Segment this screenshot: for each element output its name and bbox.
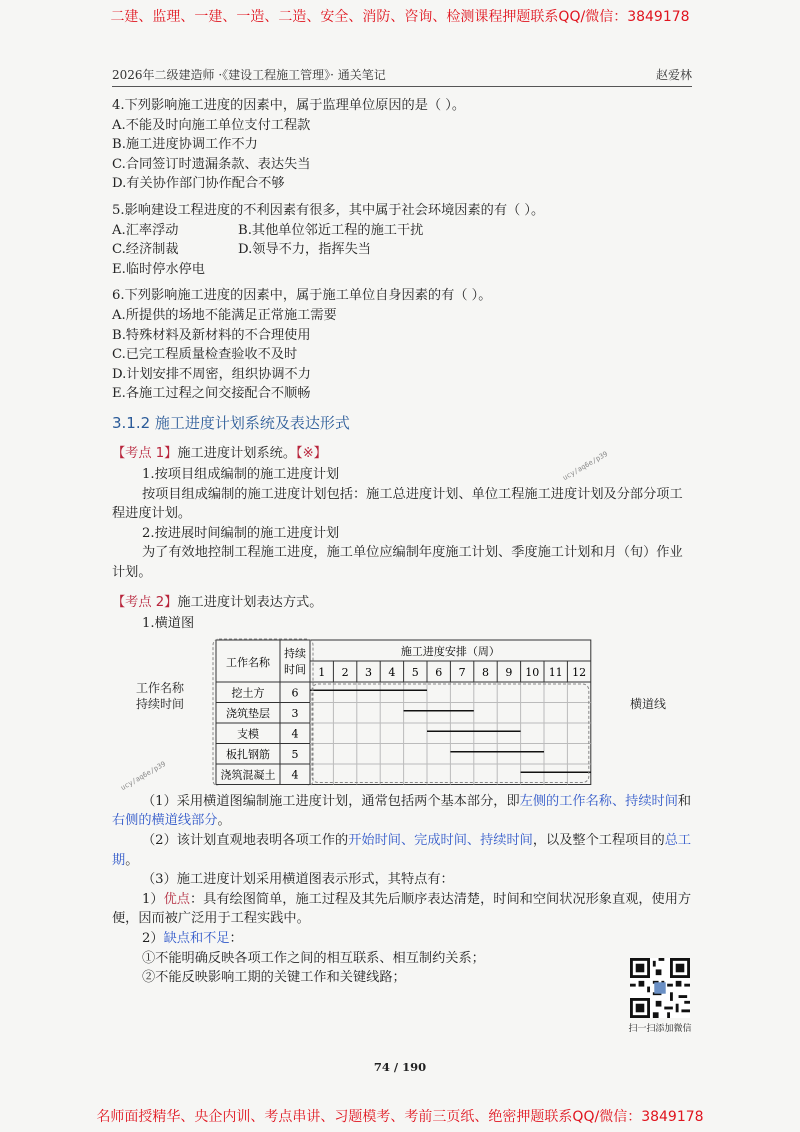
gantt-week-label: 1 [318,665,326,679]
text: ： [229,931,243,946]
gantt-task-name: 挖土方 [231,686,265,700]
paragraph [112,890,694,929]
gantt-week-label: 12 [572,665,587,679]
question-6 [112,286,694,404]
gantt-chart [212,638,622,786]
gantt-week-label: 10 [525,665,540,679]
key-point-tag: 【考点 1】 [112,445,178,461]
option: B.其他单位邻近工程的施工干扰 [238,222,424,238]
highlight: 左侧的工作名称、持续时间 [519,793,678,809]
highlight: 缺点和不足 [163,931,230,946]
gantt-week-label: 11 [548,665,563,679]
gantt-col-sched: 施工进度安排（周） [400,644,500,658]
gantt-right-label: 横道线 [630,696,667,711]
highlight: 总工期 [112,833,692,868]
gantt-week-label: 4 [388,665,396,679]
subheading: 2.按进展时间编制的施工进度计划 [142,525,340,541]
option: D.领导不力，指挥失当 [238,242,371,258]
option-row [112,221,694,241]
option: C.已完工程质量检查验收不及时 [112,347,298,363]
qr-code-icon [630,958,690,1018]
question-stem: 4.下列影响施工进度的因素中，属于监理单位原因的是（ ）。 [112,98,466,113]
top-banner: 二建、监理、一建、一造、二造、安全、消防、咨询、检测课程押题联系QQ/微信：3849178 [110,9,690,25]
gantt-task-duration: 3 [291,706,299,720]
text: 。 [125,852,139,868]
option: D.有关协作部门协作配合不够 [112,176,285,192]
gantt-col-work: 工作名称 [226,655,270,669]
gantt-task-duration: 6 [291,686,299,700]
option: D.计划安排不周密，组织协调不力 [112,366,311,382]
page-content [112,96,694,988]
gantt-col-dur: 持续 [284,646,306,660]
option: B.特殊材料及新材料的不合理使用 [112,327,311,343]
gantt-week-label: 7 [458,665,466,679]
text: 和 [677,793,692,809]
option: E.临时停水停电 [112,261,205,277]
gantt-week-label: 9 [505,665,513,679]
paragraph: （3）施工进度计划采用横道图表示形式，其特点有： [142,872,454,888]
qr-caption: 扫一扫添加微信 [628,1024,692,1034]
text: 。 [217,813,231,829]
option: A.不能及时向施工单位支付工程款 [112,117,311,133]
watermark: ucy/aq6e/p39 [561,449,610,483]
running-header [112,66,692,83]
gantt-week-label: 2 [341,665,349,679]
paragraph: ①不能明确反映各项工作之间的相互联系、相互制约关系； [142,950,485,966]
gantt-figure [112,638,694,788]
option: A.所提供的场地不能满足正常施工需要 [112,307,337,323]
paragraph: 为了有效地控制工程施工进度，施工单位应编制年度施工计划、季度施工计划和月（旬）作业计划。 [112,545,683,581]
paragraph: 按项目组成编制的施工进度计划包括：施工总进度计划、单位工程施工进度计划及分部分项工程进度计划。 [112,486,683,522]
text: （2）该计划直观地表明各项工作的 [142,833,349,849]
section-title: 3.1.2 施工进度计划系统及表达形式 [112,413,350,432]
gantt-task-name: 浇筑垫层 [226,706,270,720]
text: ：具有绘图简单，施工过程及其先后顺序表达清楚，时间和空间状况形象直观，使用方便，因而被广泛用于工程实践中。 [112,891,692,927]
subheading: 1.按项目组成编制的施工进度计划 [142,467,340,483]
option: A.汇率浮动 [112,222,179,238]
watermark: ucy/aq6e/p39 [119,759,168,793]
key-point-tag: 【考点 2】 [112,594,178,610]
left-label-line: 持续时间 [135,696,184,711]
text: （1）采用横道图编制施工进度计划，通常包括两个基本部分，即 [142,793,520,809]
paragraph: ②不能反映影响工期的关键工作和关键线路； [142,970,406,986]
text: ，以及整个工程项目的 [532,833,665,849]
header-rule [112,86,692,87]
key-point-mark: 【※】 [296,445,327,461]
key-point-2 [112,593,694,613]
gantt-week-label: 5 [411,665,419,679]
bottom-banner: 名师面授精华、央企内训、考点串讲、习题模考、考前三页纸、绝密押题联系QQ/微信：3849178 [96,1109,704,1125]
text: 1） [142,891,164,907]
question-stem: 5.影响建设工程进度的不利因素有很多，其中属于社会环境因素的有（ ）。 [112,202,545,218]
gantt-task-name: 支模 [237,727,259,741]
key-point-title: 施工进度计划系统。 [177,445,297,461]
key-point-title: 施工进度计划表达方式。 [177,594,323,610]
highlight: 优点 [163,891,190,907]
gantt-week-label: 8 [482,665,489,679]
page-number: 74 / 190 [373,1060,427,1074]
option-row [112,240,694,260]
option: B.施工进度协调工作不力 [112,137,258,153]
gantt-task-duration: 5 [291,747,299,761]
paragraph [112,831,694,870]
option: C.合同签订时遗漏条款、表达失当 [112,156,311,172]
header-title: 2026年二级建造师 ·《建设工程施工管理》· 通关笔记 [112,68,386,82]
gantt-left-label [130,680,190,712]
question-stem: 6.下列影响施工进度的因素中，属于施工单位自身因素的有（ ）。 [112,288,492,304]
highlight: 开始时间、完成时间、持续时间 [348,833,533,849]
gantt-week-label: 6 [435,665,443,679]
subheading: 1.横道图 [142,616,195,632]
text: 2） [142,931,164,946]
gantt-task-duration: 4 [291,768,299,782]
gantt-col-dur: 时间 [284,662,306,676]
paragraph [112,929,694,949]
question-5 [112,201,694,279]
option: C.经济制裁 [112,242,179,258]
paragraph [112,792,694,831]
gantt-week-label: 3 [365,665,372,679]
question-4 [112,96,694,194]
gantt-task-name: 板扎钢筋 [226,747,270,761]
gantt-task-duration: 4 [291,727,299,741]
option: E.各施工过程之间交接配合不顺畅 [112,386,311,402]
gantt-task-name: 浇筑混凝土 [220,768,276,782]
highlight: 右侧的横道线部分 [112,813,218,829]
left-label-line: 工作名称 [135,680,184,695]
header-author: 赵爱林 [655,68,692,82]
